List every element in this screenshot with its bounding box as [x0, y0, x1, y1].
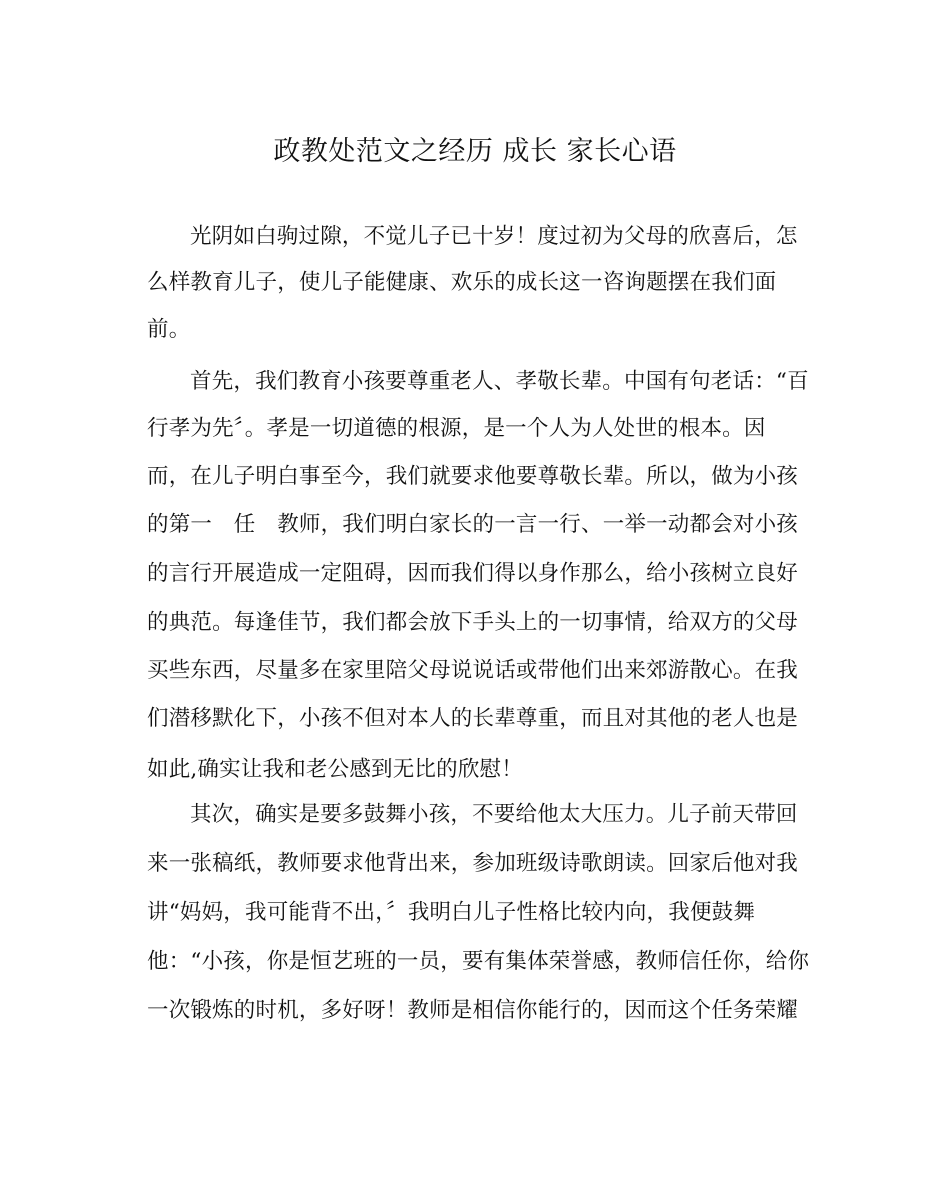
- paragraph-line: 而，在儿子明白事至今，我们就要求他要尊敬长辈。所以，做为小孩: [147, 464, 799, 489]
- paragraph-line: 其次，确实是要多鼓舞小孩，不要给他太大压力。儿子前天带回: [190, 802, 798, 827]
- paragraph-line: 光阴如白驹过隙，不觉儿子已十岁！度过初为父母的欣喜后，怎: [190, 224, 798, 249]
- paragraph-line: 前。: [147, 317, 191, 342]
- paragraph-line: 的典范。每逢佳节，我们都会放下手头上的一切事情，给双方的父母: [147, 610, 799, 635]
- paragraph-line: 的言行开展造成一定阻碍，因而我们得以身作那么，给小孩树立良好: [147, 561, 799, 586]
- paragraph-line: 来一张稿纸，教师要求他背出来，参加班级诗歌朗读。回家后他对我: [147, 851, 799, 876]
- paragraph-line: 么样教育儿子，使儿子能健康、欢乐的成长这一咨询题摆在我们面: [147, 270, 777, 295]
- paragraph-line: 买些东西，尽量多在家里陪父母说说话或带他们出来郊游散心。在我: [147, 658, 799, 683]
- paragraph-line: 如此,确实让我和老公感到无比的欣慰！: [147, 757, 523, 782]
- paragraph-line: 们潜移默化下，小孩不但对本人的长辈尊重，而且对其他的老人也是: [147, 706, 799, 731]
- paragraph-line: 的第一 任 教师，我们明白家长的一言一行、一举一动都会对小孩: [147, 512, 799, 537]
- paragraph-line: 讲“妈妈，我可能背不出，〞我明白儿子性格比较内向，我便鼓舞: [147, 900, 756, 925]
- paragraph-line: 他：“小孩，你是恒艺班的一员，要有集体荣誉感，教师信任你，给你: [147, 949, 810, 974]
- document-title: 政教处范文之经历 成长 家长心语: [273, 136, 677, 167]
- paragraph-line: 一次锻炼的时机，多好呀！教师是相信你能行的，因而这个任务荣耀: [147, 998, 799, 1023]
- paragraph-line: 行孝为先〞。孝是一切道德的根源，是一个人为人处世的根本。因: [147, 416, 766, 441]
- paragraph-line: 首先，我们教育小孩要尊重老人、孝敬长辈。中国有句老话：“百: [190, 369, 809, 394]
